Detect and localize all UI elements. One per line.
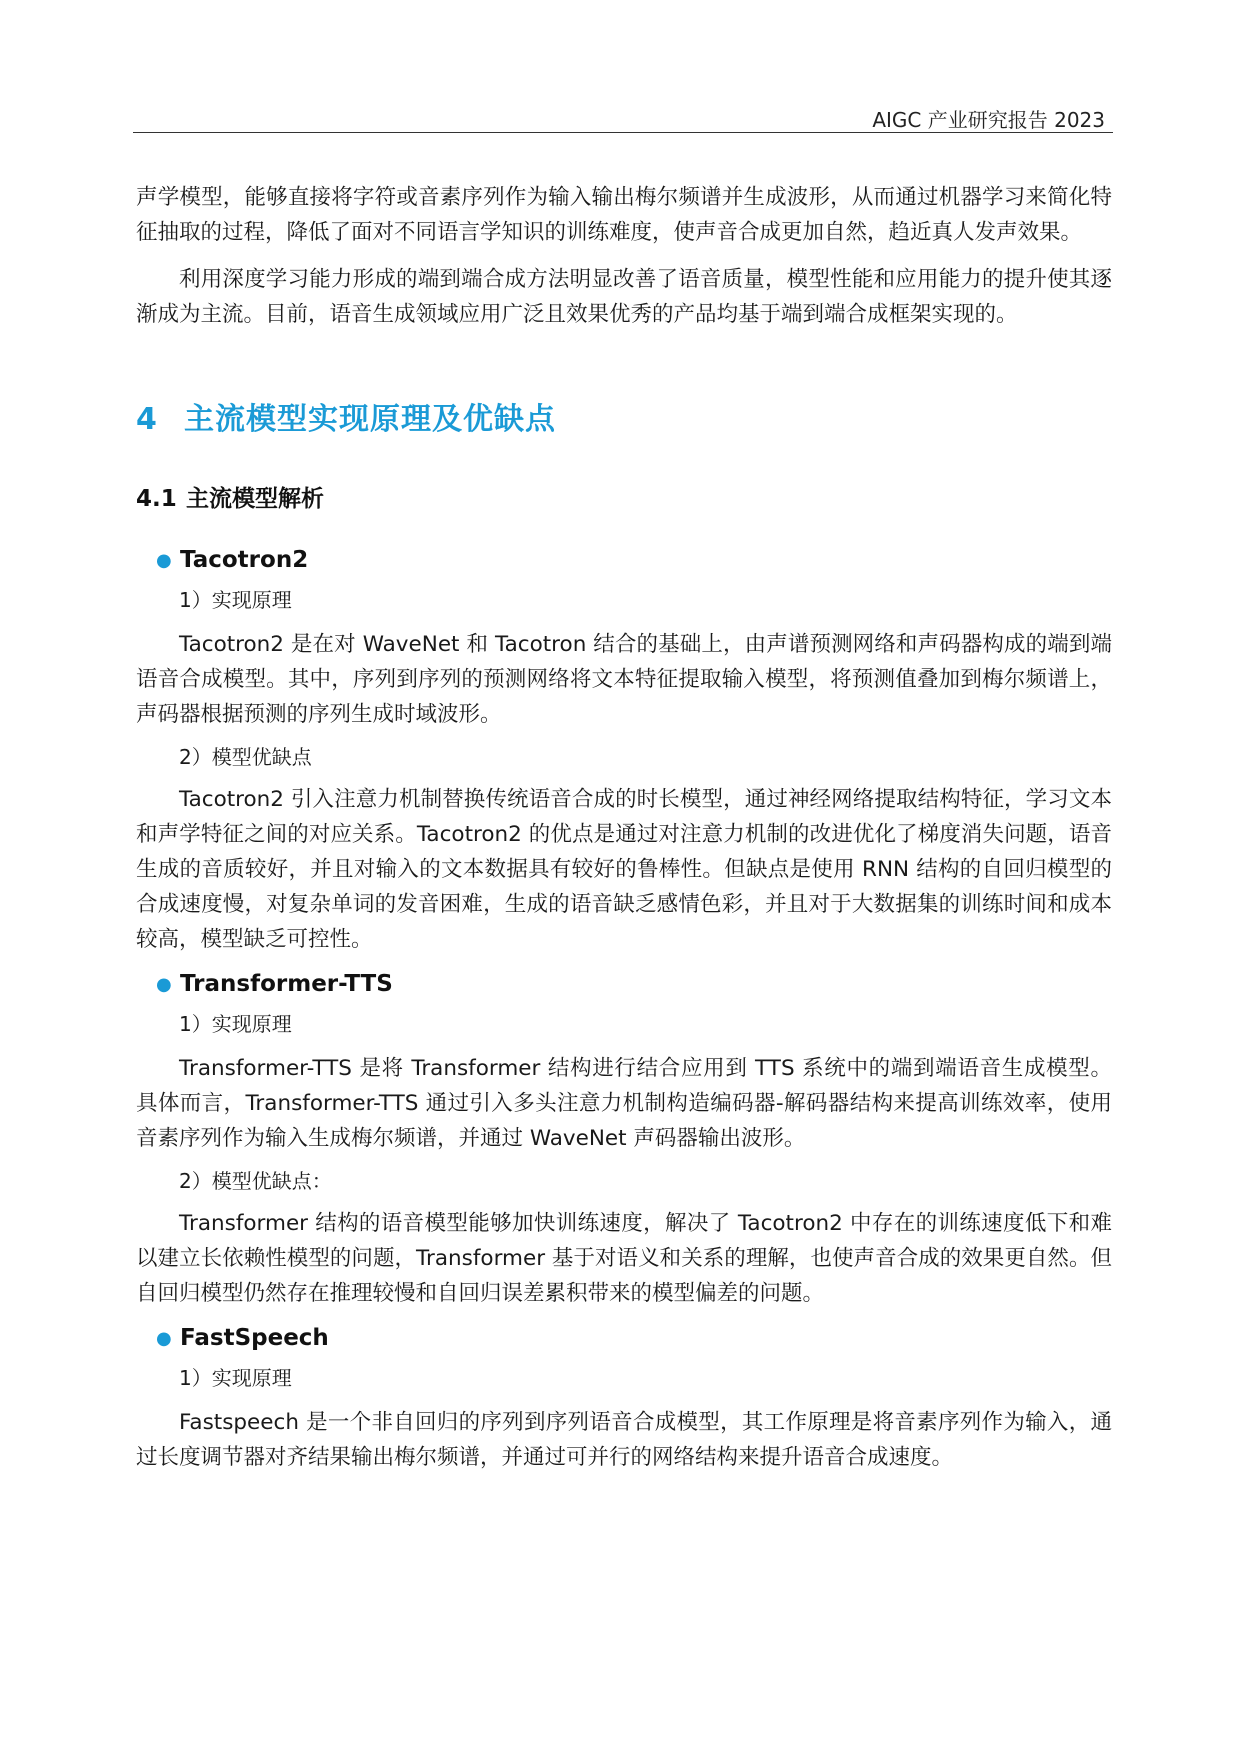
- section-number: 4: [136, 402, 158, 437]
- model-name: Transformer-TTS: [180, 971, 393, 997]
- subsection-title: 主流模型解析: [186, 486, 324, 512]
- pros-cons-text: Transformer 结构的语音模型能够加快训练速度，解决了 Tacotron2 中存在的训练速度低下和难以建立长依赖性模型的问题，Transformer 基于对语义和关系的理解，也使声音合成的效果更自然。但自回归模型仍然存在推理较慢和自回归误差累积带来的模型偏差的问题。: [136, 1211, 1112, 1306]
- model-heading-transformer-tts: [136, 971, 1112, 997]
- intro-paragraph-1: 声学模型，能够直接将字符或音素序列作为输入输出梅尔频谱并生成波形，从而通过机器学习来简化特征抽取的过程，降低了面对不同语言学知识的训练难度，使声音合成更加自然，趋近真人发声效果。: [136, 185, 1112, 245]
- section-heading: [136, 394, 1112, 438]
- subsection-heading: [136, 480, 1112, 513]
- model-name: FastSpeech: [180, 1325, 329, 1351]
- section-title: 主流模型实现原理及优缺点: [184, 402, 556, 437]
- intro-paragraph-2: 利用深度学习能力形成的端到端合成方法明显改善了语音质量，模型性能和应用能力的提升使其逐渐成为主流。目前，语音生成领域应用广泛且效果优秀的产品均基于端到端合成框架实现的。: [136, 267, 1112, 327]
- model-heading-fastspeech: [136, 1325, 1112, 1351]
- page-header: [133, 92, 1113, 133]
- subsection-number: 4.1: [136, 486, 177, 512]
- pros-cons-label: 2）模型优缺点：: [179, 1169, 332, 1193]
- principle-label: 1）实现原理: [179, 1366, 292, 1390]
- principle-text: Transformer-TTS 是将 Transformer 结构进行结合应用到 TTS 系统中的端到端语音生成模型。具体而言，Transformer-TTS 通过引入多头注意力机制构造编码器-解码器结构来提高训练效率，使用音素序列作为输入生成梅尔频谱，并通过 WaveNet 声码器输出波形。: [136, 1056, 1112, 1151]
- bullet-icon: ●: [156, 973, 172, 995]
- header-title: AIGC 产业研究报告 2023: [872, 108, 1105, 132]
- principle-text: Tacotron2 是在对 WaveNet 和 Tacotron 结合的基础上，由声谱预测网络和声码器构成的端到端语音合成模型。其中，序列到序列的预测网络将文本特征提取输入模型，将预测值叠加到梅尔频谱上，声码器根据预测的序列生成时域波形。: [136, 632, 1112, 727]
- model-name: Tacotron2: [180, 547, 309, 573]
- bullet-icon: ●: [156, 549, 172, 571]
- page-content: [136, 180, 1112, 1475]
- principle-label: 1）实现原理: [179, 1012, 292, 1036]
- principle-text: Fastspeech 是一个非自回归的序列到序列语音合成模型，其工作原理是将音素序列作为输入，通过长度调节器对齐结果输出梅尔频谱，并通过可并行的网络结构来提升语音合成速度。: [136, 1410, 1112, 1470]
- pros-cons-label: 2）模型优缺点: [179, 745, 312, 769]
- bullet-icon: ●: [156, 1327, 172, 1349]
- principle-label: 1）实现原理: [179, 588, 292, 612]
- model-heading-tacotron2: [136, 547, 1112, 573]
- pros-cons-text: Tacotron2 引入注意力机制替换传统语音合成的时长模型，通过神经网络提取结构特征，学习文本和声学特征之间的对应关系。Tacotron2 的优点是通过对注意力机制的改进优化了梯度消失问题，语音生成的音质较好，并且对输入的文本数据具有较好的鲁棒性。但缺点是使用 RNN 结构的自回归模型的合成速度慢，对复杂单词的发音困难，生成的语音缺乏感情色彩，并且对于大数据集的训练时间和成本较高，模型缺乏可控性。: [136, 787, 1112, 952]
